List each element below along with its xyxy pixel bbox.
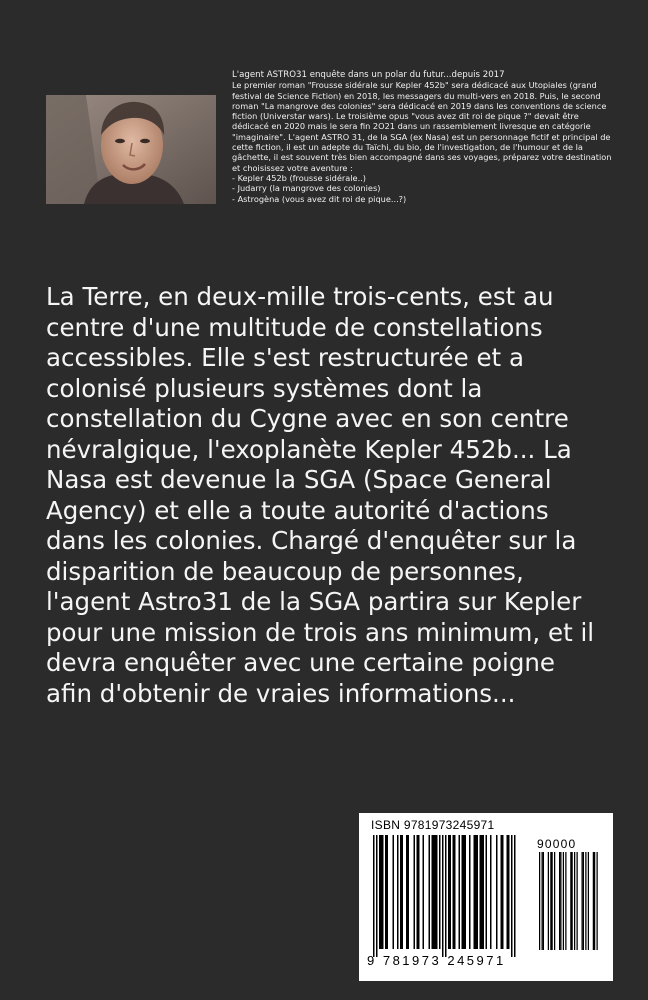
barcode-bar [433, 835, 435, 949]
addon-barcode-bar [597, 852, 598, 950]
barcode-bar [454, 835, 456, 949]
addon-barcode-bar [585, 852, 586, 950]
barcode-bar [481, 835, 483, 949]
addon-barcode-bar [577, 852, 578, 950]
barcode-bar [496, 835, 498, 949]
barcode-bar [483, 835, 485, 949]
addon-barcode-bar [594, 852, 595, 950]
barcode-bar [397, 835, 399, 949]
barcode-bar [432, 835, 434, 949]
barcode-bar [435, 835, 437, 949]
author-portrait-image [46, 95, 216, 204]
barcode-bar [459, 835, 461, 949]
author-photo [46, 95, 216, 204]
barcode-bar [439, 835, 441, 949]
barcode-bar [462, 835, 464, 949]
barcode-bar [393, 835, 395, 949]
barcode-bar [448, 835, 450, 949]
barcode-bar [381, 835, 383, 949]
addon-barcode-bar [542, 852, 543, 950]
barcode-bar [387, 835, 389, 949]
barcode-bar [379, 835, 381, 949]
barcode-bar [414, 835, 416, 949]
barcode-bar [417, 835, 419, 949]
bio-headline: L'agent ASTRO31 enquête dans un polar du futur...depuis 2017 [232, 70, 505, 80]
addon-barcode-bar [550, 852, 551, 950]
barcode-bar [490, 835, 492, 949]
barcode-bar [477, 835, 479, 949]
isbn-label: ISBN 9781973245971 [371, 818, 495, 832]
author-bio [232, 70, 612, 204]
addon-barcode-bar [539, 852, 540, 950]
barcode-bar [423, 835, 425, 949]
barcode-bar [507, 835, 509, 949]
barcode-bar [406, 835, 408, 949]
adventure-item: - Kepler 452b (frousse sidérale..) [232, 173, 612, 183]
addon-barcode-bars [539, 852, 599, 952]
barcode-bar [400, 835, 402, 949]
barcode-digits: 9 781973 245971 [367, 953, 506, 968]
barcode-bar [382, 835, 384, 949]
barcode-bar [474, 835, 476, 949]
addon-barcode-bar [559, 852, 560, 950]
addon-barcode-bar [563, 852, 564, 950]
barcode-bar [511, 835, 513, 957]
barcode-bar [429, 835, 431, 949]
adventure-list [232, 173, 612, 204]
barcode-bar [463, 835, 465, 949]
addon-barcode-bar [548, 852, 549, 950]
barcode-bar [376, 835, 378, 957]
barcode-bar [501, 835, 503, 949]
barcode-bar [418, 835, 420, 949]
barcode-bar [514, 835, 516, 957]
adventure-item: - Astrogèna (vous avez dit roi de pique...?) [232, 194, 612, 204]
barcode-bar [442, 835, 444, 957]
barcode-bar [475, 835, 477, 949]
addon-barcode-bar [570, 852, 571, 950]
addon-barcode-bar [554, 852, 555, 950]
barcode-bar [480, 835, 482, 949]
barcode-bar [408, 835, 410, 949]
addon-barcode-bar [565, 852, 566, 950]
barcode-bar [402, 835, 404, 949]
bio-body: Le premier roman "Frousse sidérale sur Kepler 452b" sera dédicacé aux Utopiales (grand festival de Science Fiction) en 2018, les messagers du multi-vers en 2018. Puis, le second roman "La mangrove des colonies" sera dédicacé en 2019 dans les conventions de science fiction (Universtar wars). Le troisième opus "vous avez dit roi de pique ?" devait être dédicacé en 2020 mais le sera fin 2O21 dans un rassemblement livresque en catégorie "imaginaire". L'agent ASTRO 31, de la SGA (ex Nasa) est un personnage fictif et principal de cette fiction, il est un adepte du Taïchi, du bio, de l'investigation, de l'humour et de la gâchette, il est souvent très bien accompagné dans ses voyages, préparez votre destination et choisissez votre aventure : [232, 80, 612, 173]
barcode-bar [445, 835, 447, 957]
book-synopsis: La Terre, en deux-mille trois-cents, est au centre d'une multitude de constellations accessibles. Elle s'est restructurée et a colonisé plusieurs systèmes dont la constellation du Cygne avec en son centre névralgique, l'exoplanète Kepler 452b... La Nasa est devenue la SGA (Space General Agency) et elle a toute autorité d'actions dans les colonies. Chargé d'enquêter sur la disparition de beaucoup de personnes, l'agent Astro31 de la SGA partira sur Kepler pour une mission de trois ans minimum, et il devra enquêter avec une certaine poigne afin d'obtenir de vraies informations... [46, 282, 595, 708]
addon-barcode-bar [593, 852, 594, 950]
addon-barcode-bar [582, 852, 583, 950]
addon-barcode-bar [543, 852, 544, 950]
addon-barcode-bar [560, 852, 561, 950]
addon-barcode-bar [583, 852, 584, 950]
barcode-bar [502, 835, 504, 949]
isbn-barcode [359, 813, 613, 981]
barcode-bar [436, 835, 438, 949]
barcode-bar [385, 835, 387, 949]
barcode-bar [508, 835, 510, 949]
barcode-bar [486, 835, 488, 949]
barcode-bar [453, 835, 455, 949]
addon-barcode-bar [574, 852, 575, 950]
adventure-item: - Judarry (la mangrove des colonies) [232, 183, 612, 193]
barcode-bar [450, 835, 452, 949]
addon-barcode-bar [572, 852, 573, 950]
addon-barcode-bar [552, 852, 553, 950]
barcode-bar [469, 835, 471, 949]
addon-barcode-bar [588, 852, 589, 950]
barcode-bar [465, 835, 467, 949]
barcode-bar [373, 835, 375, 957]
barcode-bars [373, 835, 531, 959]
price-code: 90000 [537, 837, 577, 851]
